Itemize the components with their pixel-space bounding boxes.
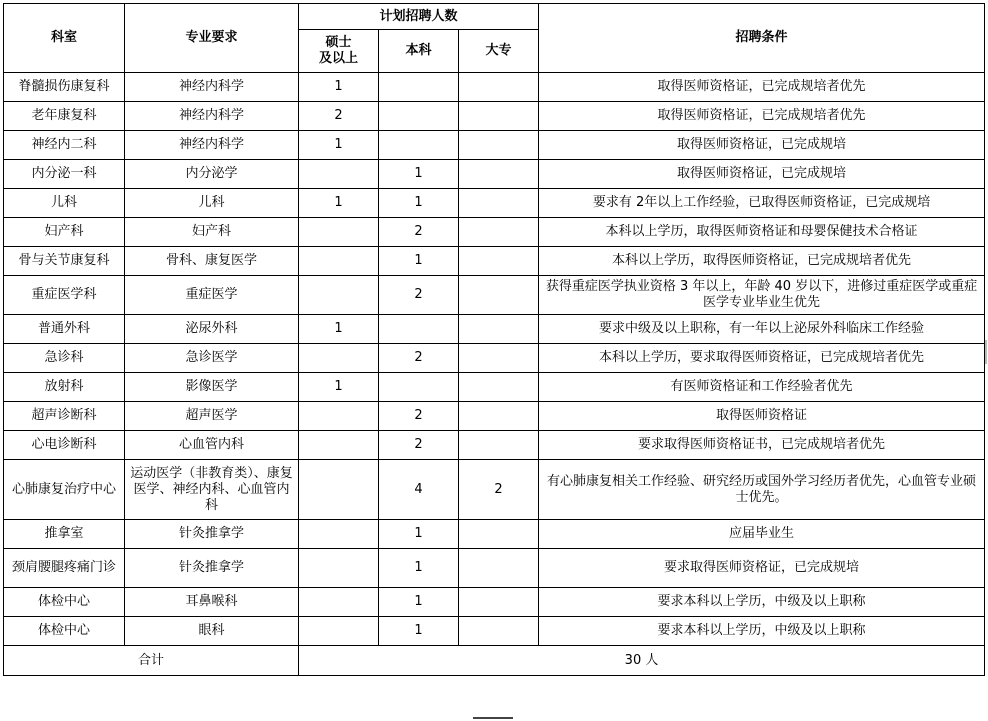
college-cell: [459, 131, 539, 160]
table-row: [4, 102, 985, 131]
dept-cell: 放射科: [4, 373, 125, 402]
major-cell: 骨科、康复医学: [125, 247, 299, 276]
master-cell: [299, 460, 379, 520]
dept-cell: 重症医学科: [4, 276, 125, 315]
major-cell: 神经内科学: [125, 73, 299, 102]
header-dept: 科室: [4, 4, 125, 73]
college-cell: [459, 431, 539, 460]
bachelor-cell: 2: [379, 218, 459, 247]
table-row: [4, 617, 985, 646]
bachelor-cell: 2: [379, 431, 459, 460]
conditions-cell: 要求取得医师资格证书，已完成规培者优先: [539, 431, 985, 460]
college-cell: 2: [459, 460, 539, 520]
conditions-cell: 本科以上学历，取得医师资格证和母婴保健技术合格证: [539, 218, 985, 247]
dept-cell: 儿科: [4, 189, 125, 218]
master-cell: [299, 617, 379, 646]
major-cell: 神经内科学: [125, 102, 299, 131]
dept-cell: 普通外科: [4, 315, 125, 344]
master-cell: 1: [299, 131, 379, 160]
bachelor-cell: 1: [379, 617, 459, 646]
master-cell: [299, 160, 379, 189]
table-row: [4, 315, 985, 344]
bachelor-cell: 1: [379, 588, 459, 617]
bachelor-cell: 1: [379, 549, 459, 588]
dept-cell: 妇产科: [4, 218, 125, 247]
college-cell: [459, 160, 539, 189]
dept-cell: 急诊科: [4, 344, 125, 373]
dept-cell: 心肺康复治疗中心: [4, 460, 125, 520]
dept-cell: 颈肩腰腿疼痛门诊: [4, 549, 125, 588]
dept-cell: 体检中心: [4, 588, 125, 617]
major-cell: 心血管内科: [125, 431, 299, 460]
total-row: [4, 646, 985, 676]
master-cell: [299, 431, 379, 460]
college-cell: [459, 276, 539, 315]
bachelor-cell: [379, 102, 459, 131]
header-bachelor: 本科: [379, 30, 459, 73]
conditions-cell: 有心肺康复相关工作经验、研究经历或国外学习经历者优先，心血管专业硕士优先。: [539, 460, 985, 520]
conditions-cell: 有医师资格证和工作经验者优先: [539, 373, 985, 402]
dept-cell: 骨与关节康复科: [4, 247, 125, 276]
bachelor-cell: [379, 315, 459, 344]
conditions-cell: 取得医师资格证，已完成规培: [539, 131, 985, 160]
conditions-cell: 取得医师资格证，已完成规培者优先: [539, 102, 985, 131]
table-row: [4, 247, 985, 276]
conditions-cell: 要求取得医师资格证，已完成规培: [539, 549, 985, 588]
college-cell: [459, 588, 539, 617]
header-major: 专业要求: [125, 4, 299, 73]
conditions-cell: 应届毕业生: [539, 520, 985, 549]
table-row: [4, 402, 985, 431]
master-cell: 1: [299, 73, 379, 102]
table-row: [4, 189, 985, 218]
header-plan: 计划招聘人数: [299, 4, 539, 30]
college-cell: [459, 247, 539, 276]
table-row: [4, 460, 985, 520]
conditions-cell: 要求本科以上学历，中级及以上职称: [539, 617, 985, 646]
college-cell: [459, 402, 539, 431]
dept-cell: 脊髓损伤康复科: [4, 73, 125, 102]
master-cell: [299, 344, 379, 373]
major-cell: 超声医学: [125, 402, 299, 431]
table-row: [4, 344, 985, 373]
table-row: [4, 131, 985, 160]
college-cell: [459, 617, 539, 646]
master-cell: [299, 276, 379, 315]
college-cell: [459, 344, 539, 373]
dept-cell: 超声诊断科: [4, 402, 125, 431]
college-cell: [459, 549, 539, 588]
total-value: 30 人: [299, 646, 985, 676]
master-cell: [299, 520, 379, 549]
bachelor-cell: [379, 131, 459, 160]
college-cell: [459, 189, 539, 218]
table-row: [4, 549, 985, 588]
master-cell: 1: [299, 373, 379, 402]
conditions-cell: 取得医师资格证: [539, 402, 985, 431]
major-cell: 影像医学: [125, 373, 299, 402]
page-tab-marker: [473, 717, 513, 719]
conditions-cell: 取得医师资格证，已完成规培: [539, 160, 985, 189]
master-cell: [299, 247, 379, 276]
major-cell: 针灸推拿学: [125, 549, 299, 588]
major-cell: 眼科: [125, 617, 299, 646]
major-cell: 妇产科: [125, 218, 299, 247]
college-cell: [459, 102, 539, 131]
major-cell: 儿科: [125, 189, 299, 218]
major-cell: 针灸推拿学: [125, 520, 299, 549]
table-row: [4, 218, 985, 247]
master-cell: [299, 218, 379, 247]
conditions-cell: 本科以上学历，取得医师资格证，已完成规培者优先: [539, 247, 985, 276]
dept-cell: 神经内二科: [4, 131, 125, 160]
major-cell: 耳鼻喉科: [125, 588, 299, 617]
bachelor-cell: 1: [379, 189, 459, 218]
dept-cell: 心电诊断科: [4, 431, 125, 460]
dept-cell: 内分泌一科: [4, 160, 125, 189]
master-cell: 2: [299, 102, 379, 131]
conditions-cell: 要求中级及以上职称，有一年以上泌尿外科临床工作经验: [539, 315, 985, 344]
recruitment-table: [3, 3, 985, 676]
table-row: [4, 276, 985, 315]
major-cell: 运动医学（非教育类）、康复医学、神经内科、心血管内科: [125, 460, 299, 520]
college-cell: [459, 73, 539, 102]
college-cell: [459, 218, 539, 247]
master-cell: 1: [299, 189, 379, 218]
dept-cell: 老年康复科: [4, 102, 125, 131]
bachelor-cell: 2: [379, 402, 459, 431]
bachelor-cell: 2: [379, 276, 459, 315]
college-cell: [459, 520, 539, 549]
bachelor-cell: [379, 373, 459, 402]
major-cell: 神经内科学: [125, 131, 299, 160]
master-cell: [299, 588, 379, 617]
table-row: [4, 520, 985, 549]
bachelor-cell: 1: [379, 160, 459, 189]
bachelor-cell: 2: [379, 344, 459, 373]
conditions-cell: 获得重症医学执业资格 3 年以上，年龄 40 岁以下，进修过重症医学或重症医学专业毕业生优先: [539, 276, 985, 315]
college-cell: [459, 315, 539, 344]
bachelor-cell: 4: [379, 460, 459, 520]
dept-cell: 推拿室: [4, 520, 125, 549]
college-cell: [459, 373, 539, 402]
bachelor-cell: [379, 73, 459, 102]
major-cell: 泌尿外科: [125, 315, 299, 344]
table-row: [4, 160, 985, 189]
table-row: [4, 431, 985, 460]
conditions-cell: 取得医师资格证，已完成规培者优先: [539, 73, 985, 102]
conditions-cell: 要求本科以上学历，中级及以上职称: [539, 588, 985, 617]
header-master: 硕士 及以上: [299, 30, 379, 73]
master-cell: [299, 402, 379, 431]
master-cell: [299, 549, 379, 588]
total-label: 合计: [4, 646, 299, 676]
conditions-cell: 要求有 2年以上工作经验，已取得医师资格证，已完成规培: [539, 189, 985, 218]
bachelor-cell: 1: [379, 247, 459, 276]
dept-cell: 体检中心: [4, 617, 125, 646]
header-conditions: 招聘条件: [539, 4, 985, 73]
master-cell: 1: [299, 315, 379, 344]
major-cell: 重症医学: [125, 276, 299, 315]
window-edge-marker: [985, 340, 987, 364]
major-cell: 内分泌学: [125, 160, 299, 189]
table-row: [4, 373, 985, 402]
major-cell: 急诊医学: [125, 344, 299, 373]
bachelor-cell: 1: [379, 520, 459, 549]
table-row: [4, 588, 985, 617]
header-college: 大专: [459, 30, 539, 73]
table-row: [4, 73, 985, 102]
conditions-cell: 本科以上学历，要求取得医师资格证，已完成规培者优先: [539, 344, 985, 373]
